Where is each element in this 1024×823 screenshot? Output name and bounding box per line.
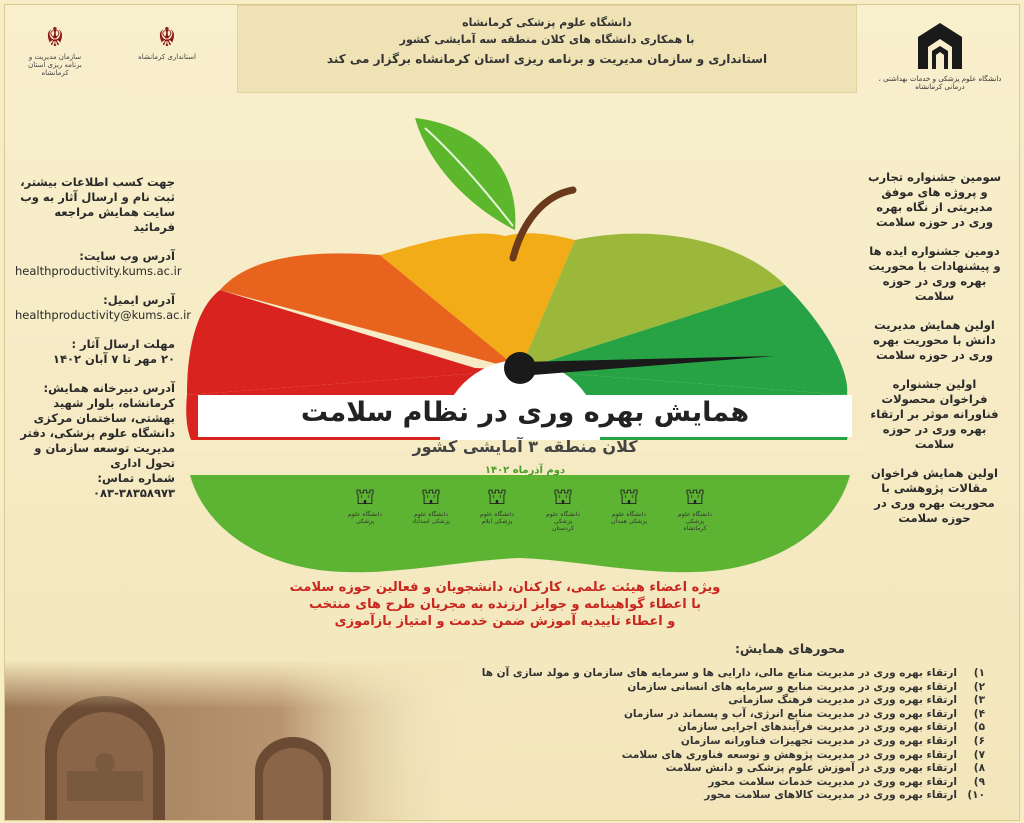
list-item [475,749,985,763]
emblem-governorate [137,23,197,61]
contact-column [15,175,192,501]
list-item-text: ارتقاء بهره وری در مدیریت منابع و سرمایه های انسانی سازمان [627,680,957,693]
partner-logo [675,485,715,532]
university-logo-icon: ⛫ [486,485,508,510]
website-label: آدرس وب سایت: [79,249,175,263]
secretariat-address: کرمانشاه، بلوار شهید بهشتی، ساختمان مرکزی دانشگاه علوم پزشکی، دفتر مدیریت توسعه سازمان و تحول اداری [20,396,175,470]
partner-logo-caption: دانشگاه علوم پزشکی اسدآباد [412,511,450,525]
partner-logo [609,485,649,527]
secretariat-label: آدرس دبیرخانه همایش: [43,381,175,395]
poster [4,4,1020,821]
list-item-number: ۶) [973,734,985,747]
partner-logo-caption: دانشگاه علوم پزشکی کرمانشاه [678,511,712,532]
audience-line-2: با اعطاء گواهینامه و جوایز ارزنده به مجریان طرح های منتخب [308,597,702,612]
event-date: دوم آذرماه ۱۴۰۲ [484,465,566,476]
list-item [475,789,985,803]
university-logo-icon: ⛫ [552,485,574,510]
emblem-governorate-caption: استانداری کرمانشاه [138,53,196,61]
page-subtitle: کلان منطقه ۳ آمایشی کشور [412,437,638,456]
list-item [475,735,985,749]
festival-item: اولین جشنواره فراخوان محصولات فناورانه موثر بر ارتقاء بهره وری در حوزه سلامت [870,377,999,451]
list-item-number: ۴) [973,707,985,720]
festival-item: دومین جشنواره ایده ها و پیشنهادات با محوریت بهره وری در حوزه سلامت [868,244,1001,303]
axes-list [475,667,985,803]
header-line-1: دانشگاه علوم پزشکی کرمانشاه [462,16,632,29]
iran-emblem-icon: ☬ [157,23,177,53]
list-item-text: ارتقاء بهره وری در آموزش علوم پزشکی و دانش سلامت [665,762,957,775]
header-line-3: استانداری و سازمان مدیریت و برنامه ریزی استان کرمانشاه برگزار می کند [326,52,768,66]
website-link[interactable]: healthproductivity.kums.ac.ir [15,264,182,278]
taq-e-bostan-photo [5,661,465,820]
university-logo-caption: دانشگاه علوم پزشکی و خدمات بهداشتی ، درمانی کرمانشاه [878,75,1002,91]
emblem-planning-org [25,23,85,77]
university-logo-icon: ⛫ [420,485,442,510]
deadline-value: ۲۰ مهر تا ۷ آبان ۱۴۰۲ [52,352,175,366]
audience-line-3: و اعطاء تاییدیه آموزش ضمن خدمت و امتیاز بازآموزی [334,614,676,629]
iran-emblem-icon: ☬ [45,23,65,53]
partner-logo [543,485,583,532]
apple-leaf-icon [415,118,515,230]
list-item-number: ۳) [973,694,985,707]
axes-title: محورهای همایش: [734,641,845,656]
audience-line-1: ویژه اعضاء هیئت علمی، کارکنان، دانشجویان و فعالین حوزه سلامت [289,580,721,595]
email-label: آدرس ایمیل: [103,293,175,307]
list-item-text: ارتقاء بهره وری در مدیریت تجهیزات فناورانه سازمان [680,734,957,747]
header-line-2: با همکاری دانشگاه های کلان منطقه سه آمایشی کشور [399,33,695,46]
list-item [475,721,985,735]
university-logo [875,19,1005,91]
list-item-text: ارتقاء بهره وری در مدیریت فرهنگ سازمانی [728,694,957,707]
partner-logo-caption: دانشگاه علوم پزشکی همدان [610,511,648,525]
list-item-number: ۲) [973,680,985,693]
audience-text [205,579,805,630]
list-item-number: ۷) [973,748,985,761]
list-item [475,776,985,790]
list-item-text: ارتقاء بهره وری در مدیریت فرآیندهای اجرایی سازمان [677,721,957,734]
list-item-text: ارتقاء بهره وری در مدیریت خدمات سلامت محور [708,775,957,788]
partner-logo [345,485,385,527]
list-item [475,694,985,708]
list-item [475,762,985,776]
partner-logo-caption: دانشگاه علوم پزشکی کردستان [546,511,580,532]
partner-logos [345,485,715,532]
list-item-text: ارتقاء بهره وری در مدیریت منابع انرژی، آب و پسماند در سازمان [623,707,957,720]
deadline-label: مهلت ارسال آثار : [71,337,175,351]
list-item-number: ۱۰) [967,789,985,802]
university-logo-icon: ⛫ [684,485,706,510]
festivals-column [867,170,1002,540]
phone-value: ۰۸۳-۳۸۳۵۸۹۷۳ [93,486,175,500]
festival-item: اولین همایش مدیریت دانش با محوریت بهره وری در حوزه سلامت [873,318,996,362]
list-item-text: ارتقاء بهره وری در مدیریت کالاهای سلامت محور [704,789,957,802]
list-item-number: ۵) [973,721,985,734]
festival-item: سومین جشنواره تجارب و پروژه های موفق مدیریتی از نگاه بهره وری در حوزه سلامت [867,170,1002,229]
partner-logo [477,485,517,527]
header-box [237,5,857,93]
university-logo-icon: ⛫ [354,485,376,510]
list-item [475,681,985,695]
page-title: همایش بهره وری در نظام سلامت [300,397,750,428]
list-item [475,708,985,722]
festival-item: اولین همایش فراخوان مقالات پژوهشی با محوریت بهره وری در حوزه سلامت [871,466,998,525]
phone-label: شماره تماس: [97,471,175,485]
list-item [475,667,985,681]
partner-logo-caption: دانشگاه علوم پزشکی [348,511,382,525]
university-logo-icon: ⛫ [618,485,640,510]
list-item-number: ۹) [973,775,985,788]
university-logo-icon [910,19,970,71]
list-item-text: ارتقاء بهره وری در مدیریت پژوهش و توسعه فناوری های سلامت [621,748,957,761]
info-text: جهت کسب اطلاعات بیشتر، ثبت نام و ارسال آثار به وب سایت همایش مراجعه فرمائید [20,175,175,234]
email-link[interactable]: healthproductivity@kums.ac.ir [15,308,192,322]
partner-logo [411,485,451,527]
list-item-number: ۸) [973,762,985,775]
partner-logo-caption: دانشگاه علوم پزشکی ایلام [480,511,514,525]
list-item-text: ارتقاء بهره وری در مدیریت منابع مالی، دارایی ها و سرمایه های سازمان و مولد سازی آن ها [481,667,957,679]
emblem-planning-caption: سازمان مدیریت و برنامه ریزی استان کرمانشاه [28,53,82,77]
list-item-number: ۱) [973,667,985,679]
